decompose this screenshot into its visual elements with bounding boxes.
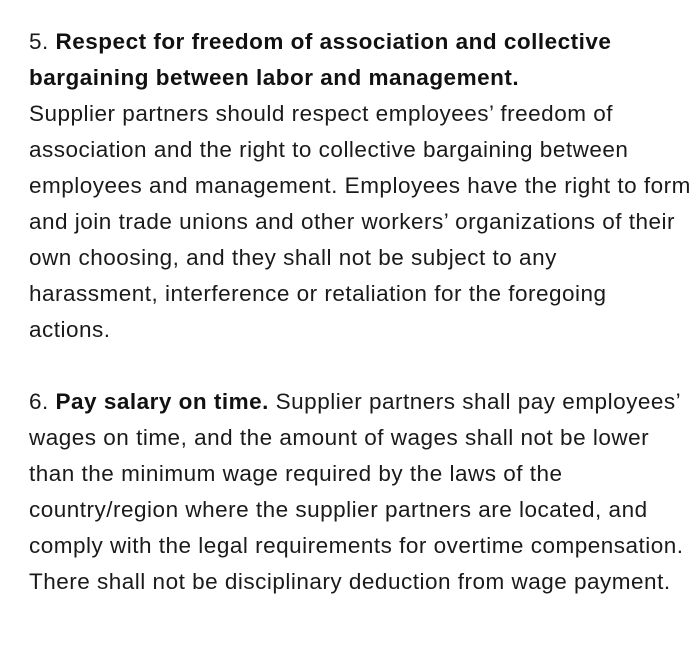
clause-6 [29,384,691,600]
clause-heading: Respect for freedom of association and collective bargaining between labor and management. [29,29,612,90]
clause-5 [29,24,691,348]
document-body [29,24,691,600]
clause-heading: Pay salary on time. [55,389,269,414]
clause-text: Supplier partners should respect employees’ freedom of association and the right to collective bargaining between employees and management. Employees have the right to form and join trade unions and other workers’ organizations of their own choosing, and they shall not be subject to any harassment, interference or retaliation for the foregoing actions. [29,101,691,342]
clause-number: 5. [29,29,49,54]
clause-number: 6. [29,389,49,414]
clause-text: Supplier partners shall pay employees’ wages on time, and the amount of wages shall not be lower than the minimum wage required by the laws of the country/region where the supplier partners are located, and comply with the legal requirements for overtime compensation. There shall not be disciplinary deduction from wage payment. [29,389,684,594]
